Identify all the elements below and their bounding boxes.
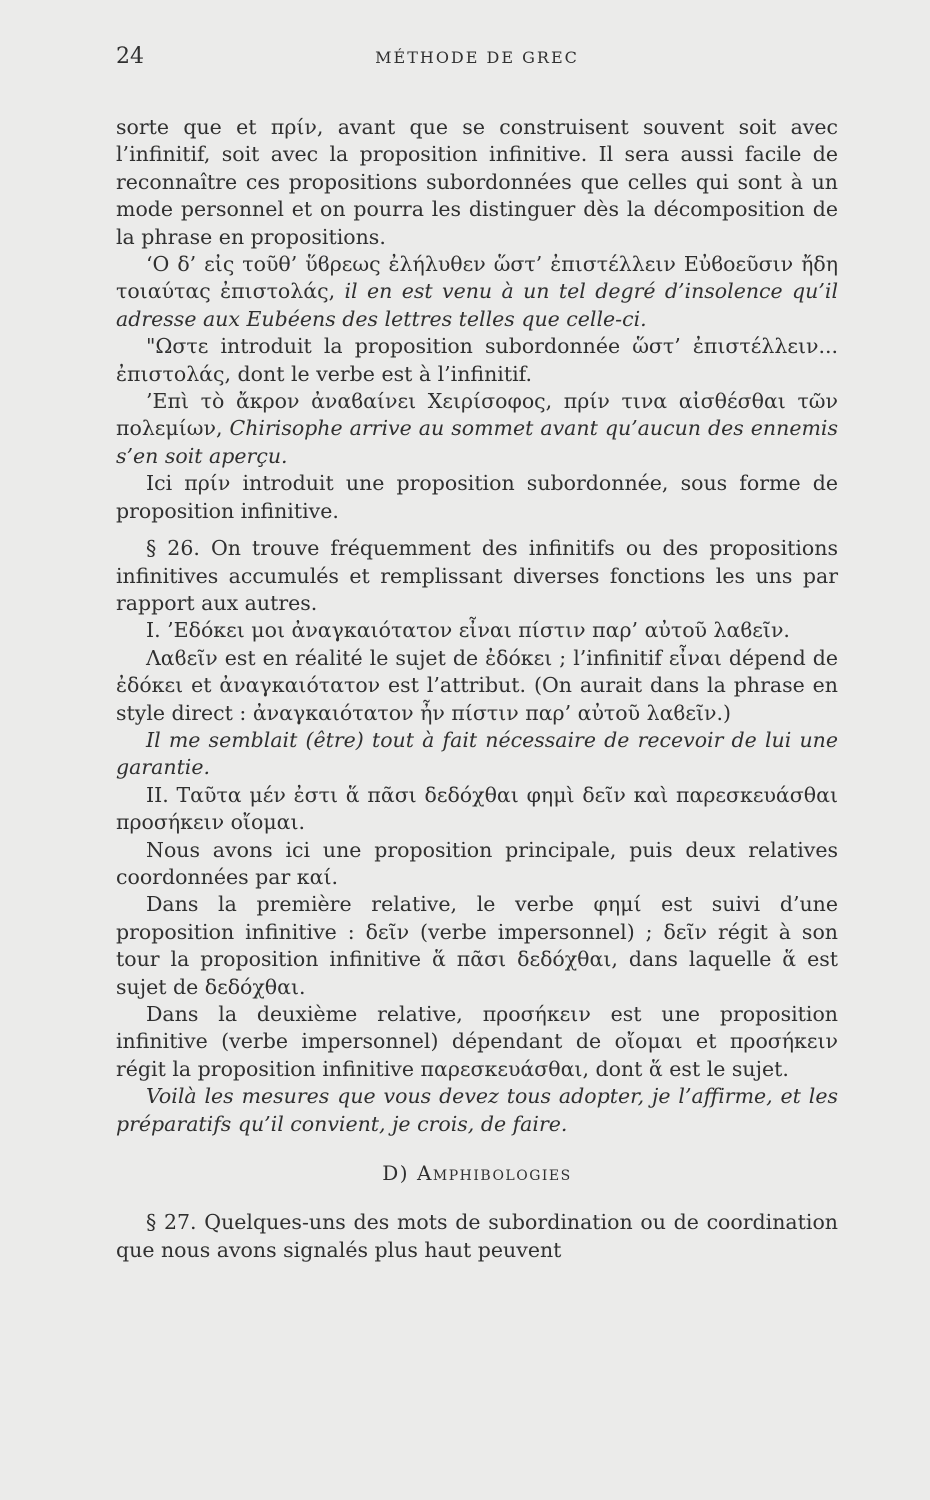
paragraph: Nous avons ici une proposition principale, puis deux relatives coordonnées par καί. xyxy=(116,837,838,889)
greek-example xyxy=(116,251,838,333)
section-heading: D) Amphibologies xyxy=(382,1161,572,1186)
french-translation: Voilà les mesures que vous devez tous adopter, je l’affirme, et les préparatifs qu’il convient, je crois, de faire. xyxy=(116,1084,838,1136)
greek-example xyxy=(116,388,838,470)
french-translation: Il me semblait (être) tout à fait nécessaire de recevoir de lui une garantie. xyxy=(116,727,838,780)
paragraph: Dans la première relative, le verbe φημί est suivi d’une proposition infinitive : δεῖν (verbe impersonnel) ; δεῖν régit à son tour la proposition infinitive ἅ πᾶσι δεδόχθαι, dans laquelle ἅ est sujet de δεδόχθαι. xyxy=(116,892,838,999)
paragraph: Λαϐεῖν est en réalité le sujet de ἐδόκει ; l’infinitif εἶναι dépend de ἐδόκει et ἀναγκαιότατον est l’attribut. (On aurait dans la phrase en style direct : ἀναγκαιότατον ἦν πίστιν παρ’ αὐτοῦ λαϐεῖν.) xyxy=(116,645,838,725)
running-title: MÉTHODE DE GREC xyxy=(375,48,579,67)
page-body xyxy=(116,114,838,1264)
page-number: 24 xyxy=(116,44,144,69)
paragraph: "Ωστε introduit la proposition subordonnée ὥστ’ ἐπιστέλλειν... ἐπιστολάς, dont le verbe est à l’infinitif. xyxy=(116,334,838,386)
example-ii: II. Ταῦτα μέν ἐστι ἅ πᾶσι δεδόχθαι φημὶ δεῖν καὶ παρεσκευάσθαι προσήκειν οἴομαι. xyxy=(116,782,838,835)
section-26-paragraph: § 26. On trouve fréquemment des infinitifs ou des propositions infinitives accumulés et remplissant diverses fonctions les uns par rapport aux autres. xyxy=(116,536,838,615)
paragraph: Ici πρίν introduit une proposition subordonnée, sous forme de proposition infinitive. xyxy=(116,471,838,523)
greek-sentence: ’Επὶ τὸ ἄκρον ἀναϐαίνει Χειρίσοφος, πρίν τινα αἰσθέσθαι τῶν πολεμίων, xyxy=(116,389,838,441)
paragraph: Dans la deuxième relative, προσήκειν est une proposition infinitive (verbe impersonnel) dépendant de οἴομαι et προσήκειν régit la proposition infinitive παρεσκευάσθαι, dont ἅ est le sujet. xyxy=(116,1002,838,1081)
page-header xyxy=(116,44,838,76)
french-translation: Chirisophe arrive au sommet avant qu’aucun des ennemis s’en soit aperçu. xyxy=(116,416,838,468)
greek-sentence: ‘Ο δ’ εἰς τοῦθ’ ὕϐρεως ἐλήλυθεν ὥστ’ ἐπιστέλλειν Εὐϐοεῦσιν ἤδη τοιαύτας ἐπιστολάς, xyxy=(116,252,838,304)
french-translation: il en est venu à un tel degré d’insolence qu’il adresse aux Eubéens des lettres telles que celle-ci. xyxy=(116,279,838,331)
paragraph: sorte que et πρίν, avant que se construisent souvent soit avec l’infinitif, soit avec la proposition infinitive. Il sera aussi facile de reconnaître ces propositions subordonnées que celles qui sont à un mode personnel et on pourra les distinguer dès la décomposition de la phrase en propositions. xyxy=(116,115,838,249)
example-i: I. ’Εδόκει μοι ἀναγκαιότατον εἶναι πίστιν παρ’ αὐτοῦ λαϐεῖν. xyxy=(146,618,790,643)
section-27-paragraph: § 27. Quelques-uns des mots de subordination ou de coordination que nous avons signalés plus haut peuvent xyxy=(116,1210,838,1262)
